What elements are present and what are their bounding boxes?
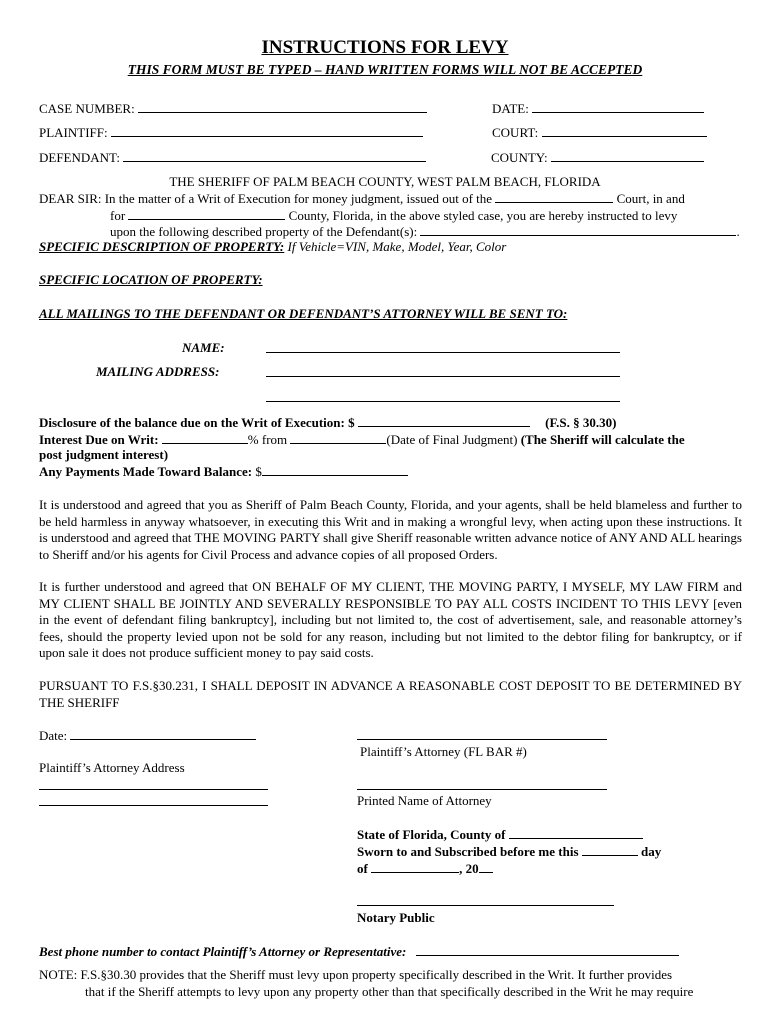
- payments-row: [39, 463, 408, 479]
- court-field[interactable]: [542, 124, 707, 137]
- balance-due-field[interactable]: [358, 414, 530, 427]
- attorney-label: Plaintiff’s Attorney (FL BAR #): [360, 744, 527, 759]
- percent-from-text: % from: [247, 432, 288, 447]
- note-line-1: NOTE: F.S.§30.30 provides that the Sheriff must levy upon property specifically described in the Writ. It further provides: [39, 967, 673, 982]
- letter-line-2-for: for: [110, 208, 126, 223]
- letter-line-1-end: Court, in and: [616, 191, 685, 206]
- attorney-address-label: Plaintiff’s Attorney Address: [39, 760, 185, 775]
- property-location-label: SPECIFIC LOCATION OF PROPERTY:: [39, 272, 263, 287]
- judgment-date-field[interactable]: [290, 431, 386, 444]
- mailing-address-label: MAILING ADDRESS:: [96, 364, 220, 379]
- issuing-court-field[interactable]: [495, 190, 613, 203]
- phone-field[interactable]: [416, 943, 679, 956]
- mailing-address-field-2[interactable]: [266, 389, 620, 402]
- property-description-label: SPECIFIC DESCRIPTION OF PROPERTY:: [39, 239, 285, 254]
- defendant-field[interactable]: [123, 149, 426, 162]
- levy-county-field[interactable]: [128, 207, 285, 220]
- notary-label: Notary Public: [357, 910, 435, 925]
- property-description-hint: If Vehicle=VIN, Make, Model, Year, Color: [287, 239, 507, 254]
- of-label: of: [357, 861, 368, 876]
- date-row: [492, 100, 704, 116]
- letter-line-3-text: upon the following described property of the Defendant(s):: [110, 224, 418, 239]
- county-row: [491, 149, 704, 165]
- plaintiff-field[interactable]: [111, 124, 423, 137]
- sworn-row: [357, 843, 661, 859]
- attorney-signature-field[interactable]: [357, 727, 607, 740]
- county-field[interactable]: [551, 149, 704, 162]
- letter-line-2: [110, 207, 677, 223]
- phone-label: Best phone number to contact Plaintiff’s Attorney or Representative:: [39, 944, 407, 959]
- paragraph-deposit: PURSUANT TO F.S.§30.231, I SHALL DEPOSIT IN ADVANCE A REASONABLE COST DEPOSIT TO BE DETERMINED BY THE SHERIFF: [39, 678, 742, 710]
- sworn-day-field[interactable]: [582, 843, 638, 856]
- date-label: DATE:: [492, 101, 529, 116]
- paragraph-costs: It is further understood and agreed that ON BEHALF OF MY CLIENT, THE MOVING PARTY, I MYSELF, MY LAW FIRM and MY CLIENT SHALL BE JOINTLY AND SEVERALLY RESPONSIBLE TO PAY ALL COSTS INCIDENT TO THIS LEVY [even in the event of defendant filing bankruptcy], including but not limited to, the cost of advertisement, sale, and reasonable attorney’s fees, should the property levied upon not be sold for any reason, including but not limited to the debtor filing for bankruptcy, or if upon sale it does not produce sufficient money to pay said costs.: [39, 579, 742, 660]
- sig-date-field[interactable]: [70, 727, 256, 740]
- sworn-month-row: [357, 860, 493, 876]
- sig-date-row: [39, 727, 256, 743]
- disclosure-label: Disclosure of the balance due on the Writ of Execution: $: [39, 415, 355, 430]
- phone-row: [39, 943, 679, 959]
- case-number-field[interactable]: [138, 100, 427, 113]
- county-label: COUNTY:: [491, 150, 548, 165]
- page-subtitle: THIS FORM MUST BE TYPED – HAND WRITTEN FORMS WILL NOT BE ACCEPTED: [127, 62, 643, 77]
- letter-line-2-text: County, Florida, in the above styled case, you are hereby instructed to levy: [288, 208, 678, 223]
- day-label: day: [641, 844, 662, 859]
- sheriff-calc-text: (The Sheriff will calculate the: [520, 432, 685, 447]
- sworn-year-field[interactable]: [479, 860, 493, 873]
- interest-percent-field[interactable]: [162, 431, 248, 444]
- printed-name-field[interactable]: [357, 777, 607, 790]
- paragraph-hold-harmless: It is understood and agreed that you as Sheriff of Palm Beach County, Florida, and your agents, shall be held blameless and further to be held harmless in anyway whatsoever, in executing this Writ and in making a wrongful levy, when acting upon these instructions. It is understood and agreed that THE MOVING PARTY shall give Sheriff reasonable written advance notice of ANY AND ALL hearings to Sheriff and/or his agents for Civil Process and advance copies of all proposed Orders.: [39, 497, 742, 562]
- page-title: INSTRUCTIONS FOR LEVY: [261, 37, 509, 58]
- court-label: COURT:: [492, 125, 539, 140]
- letter-line-3-period: .: [736, 224, 740, 239]
- state-county-label: State of Florida, County of: [357, 827, 506, 842]
- statute-reference: (F.S. § 30.30): [545, 415, 617, 430]
- payments-field[interactable]: [262, 463, 408, 476]
- letter-line-1-text: DEAR SIR: In the matter of a Writ of Execution for money judgment, issued out of the: [39, 191, 493, 206]
- court-row: [492, 124, 707, 140]
- case-number-label: CASE NUMBER:: [39, 101, 135, 116]
- notary-signature-field[interactable]: [357, 893, 614, 906]
- sworn-label: Sworn to and Subscribed before me this: [357, 844, 579, 859]
- sheriff-heading: THE SHERIFF OF PALM BEACH COUNTY, WEST PALM BEACH, FLORIDA: [169, 174, 601, 189]
- disclosure-row: [39, 414, 617, 430]
- sworn-month-field[interactable]: [371, 860, 459, 873]
- defendant-property-field[interactable]: [420, 223, 736, 236]
- letter-line-1: [39, 190, 685, 206]
- printed-name-label: Printed Name of Attorney: [357, 793, 492, 808]
- attorney-address-field-2[interactable]: [39, 793, 268, 806]
- defendant-label: DEFENDANT:: [39, 150, 120, 165]
- name-field[interactable]: [266, 340, 620, 353]
- state-county-row: [357, 826, 643, 842]
- date-field[interactable]: [532, 100, 704, 113]
- mailings-label: ALL MAILINGS TO THE DEFENDANT OR DEFENDANT’S ATTORNEY WILL BE SENT TO:: [39, 306, 568, 321]
- payments-label: Any Payments Made Toward Balance:: [39, 464, 253, 479]
- interest-label: Interest Due on Writ:: [39, 432, 159, 447]
- interest-row: [39, 431, 685, 447]
- notary-county-field[interactable]: [509, 826, 643, 839]
- note-line-2: that if the Sheriff attempts to levy upon any property other than that specifically described in the Writ he may require: [85, 984, 694, 999]
- mailing-address-field-1[interactable]: [266, 364, 620, 377]
- defendant-row: [39, 149, 426, 165]
- payments-dollar: $: [255, 464, 262, 479]
- attorney-address-field-1[interactable]: [39, 777, 268, 790]
- judgment-date-text: (Date of Final Judgment): [386, 432, 518, 447]
- sheriff-calc-text-2: post judgment interest): [39, 447, 169, 462]
- year-label: , 20: [459, 861, 479, 876]
- plaintiff-label: PLAINTIFF:: [39, 125, 108, 140]
- name-label: NAME:: [182, 340, 225, 355]
- property-description-row: [39, 239, 506, 254]
- case-number-row: [39, 100, 427, 116]
- sig-date-label: Date:: [39, 728, 68, 743]
- plaintiff-row: [39, 124, 423, 140]
- letter-line-3: [110, 223, 740, 239]
